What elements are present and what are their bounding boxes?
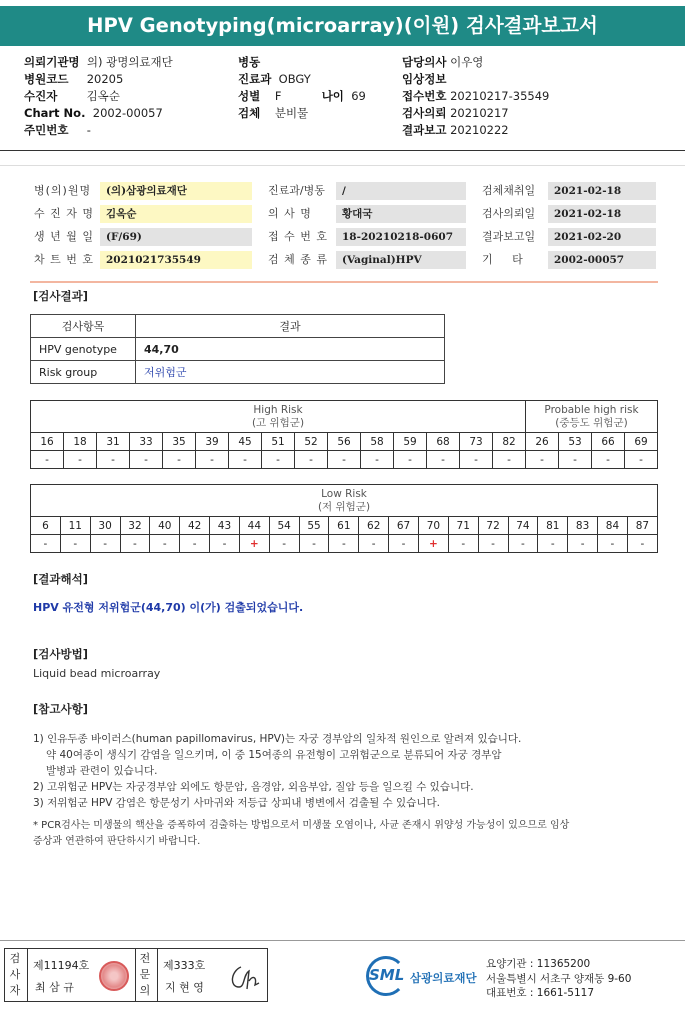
high-risk-result-13: - [460,451,493,469]
high-risk-type-9: 56 [328,433,361,451]
patient-label: 수진자 [24,89,58,103]
high-risk-subtitle: (고 위험군) [251,416,305,429]
rrn-value: - [86,123,91,137]
low-risk-group-header [31,485,658,517]
report-value: 20210222 [450,123,509,137]
high-risk-result-0: - [31,451,64,469]
result-row2-label: Risk group [31,361,136,384]
low-risk-result-4: - [150,535,180,553]
reference-line-2: 2) 고위험군 HPV는 자궁경부암 외에도 항문암, 음경암, 외음부암, 질암 등을 일으킬 수 있습니다. [33,781,474,793]
high-risk-type-2: 31 [97,433,130,451]
patient-value: 김옥순 [86,89,120,103]
high-risk-group-header [31,401,526,433]
info-value-r3: 2021-02-20 [548,228,656,246]
header-middle [238,54,398,122]
low-risk-type-13: 70 [418,517,448,535]
high-risk-table [30,400,658,469]
info-label-2: 수 진 자 명 [34,207,94,220]
high-risk-result-17: - [592,451,625,469]
high-risk-result-12: - [427,451,460,469]
low-risk-result-15: - [478,535,508,553]
specimen-value: 분비물 [274,106,309,120]
low-risk-result-2: - [90,535,120,553]
low-risk-type-9: 55 [299,517,329,535]
high-risk-type-10: 58 [361,433,394,451]
info-value-3: (F/69) [100,228,252,246]
specialist-name: 지 현 영 [165,981,204,994]
reference-line-1: 1) 인유두종 바이러스(human papillomavirus, HPV)는 자궁 경부암의 일차적 원인으로 알려져 있습니다. [33,733,522,745]
high-risk-type-0: 16 [31,433,64,451]
sml-logo-text: SML [369,966,405,984]
info-value-m1: / [336,182,466,200]
low-risk-result-16: - [508,535,538,553]
sex-label: 성별 [238,89,261,103]
high-risk-title: High Risk [253,403,303,416]
low-risk-result-5: - [180,535,210,553]
dept-label: 진료과 [238,72,272,86]
low-risk-result-12: - [389,535,419,553]
low-risk-type-10: 61 [329,517,359,535]
pcr-note [33,818,673,850]
high-risk-type-7: 51 [262,433,295,451]
info-value-1: (의)삼광의료재단 [100,182,252,200]
report-title: HPV Genotyping(microarray)(이원) 검사결과보고서 [0,6,685,46]
interpretation-section-title: [결과해석] [33,572,88,586]
info-value-r2: 2021-02-18 [548,205,656,223]
result-row1-label: HPV genotype [31,338,136,361]
low-risk-subtitle: (저 위험군) [317,500,371,513]
high-risk-type-4: 35 [163,433,196,451]
low-risk-result-0: - [31,535,61,553]
high-risk-type-18: 69 [625,433,658,451]
info-label-m2: 의 사 명 [268,207,312,220]
orange-divider [30,281,658,283]
result-section-title: [검사결과] [33,289,88,303]
high-risk-result-9: - [328,451,361,469]
org-phone: 대표번호 : 1661-5117 [486,987,595,999]
info-value-r1: 2021-02-18 [548,182,656,200]
clinical-label: 임상정보 [402,72,447,86]
low-risk-type-1: 11 [60,517,90,535]
high-risk-type-13: 73 [460,433,493,451]
info-label-r1: 검체채취일 [482,184,536,197]
info-value-4: 2021021735549 [100,251,252,269]
low-risk-type-17: 81 [538,517,568,535]
reference-notes [33,731,673,811]
high-risk-result-7: - [262,451,295,469]
high-risk-result-6: - [229,451,262,469]
high-risk-type-5: 39 [196,433,229,451]
specialist-license: 제333호 [163,959,206,972]
low-risk-type-18: 83 [568,517,598,535]
ward-label: 병동 [238,55,261,69]
high-risk-type-6: 45 [229,433,262,451]
chart-label: Chart No. [24,106,86,120]
info-label-r2: 검사의뢰일 [482,207,536,220]
institution-label: 의뢰기관명 [24,55,80,69]
accession-value: 20210217-35549 [450,89,550,103]
reference-line-1c: 발병과 관련이 있습니다. [46,765,158,777]
reference-section-title: [참고사항] [33,702,88,716]
result-row2-value: 저위험군 [136,361,445,384]
high-risk-result-16: - [559,451,592,469]
doctor-label: 담당의사 [402,55,447,69]
info-value-2: 김옥순 [100,205,252,223]
low-risk-result-6: - [210,535,240,553]
high-risk-type-12: 68 [427,433,460,451]
high-risk-type-1: 18 [64,433,97,451]
code-value: 20205 [86,72,124,86]
high-risk-type-16: 53 [559,433,592,451]
high-risk-result-14: - [493,451,526,469]
high-risk-result-5: - [196,451,229,469]
high-risk-type-15: 26 [526,433,559,451]
reference-line-1b: 약 40여종이 생식기 감염을 일으키며, 이 중 15여종의 유전형이 고위험군으로 분류되어 자궁 경부암 [46,749,502,761]
high-risk-type-11: 59 [394,433,427,451]
low-risk-result-8: - [269,535,299,553]
low-risk-type-19: 84 [598,517,628,535]
tester-name: 최 삼 규 [35,981,74,994]
sml-logo-icon [366,956,406,996]
low-risk-type-12: 67 [389,517,419,535]
info-label-m1: 진료과/병동 [268,184,325,197]
low-risk-type-4: 40 [150,517,180,535]
sml-logo-name: 삼광의료재단 [410,971,477,985]
info-label-1: 병(의)원명 [34,184,92,197]
specialist-vertical-label: 전문의 [139,952,151,997]
low-risk-type-11: 62 [359,517,389,535]
info-value-m2: 황대국 [336,205,466,223]
low-risk-table [30,484,658,553]
header-divider-2 [0,165,685,166]
org-code: 요양기관 : 11365200 [486,958,591,970]
low-risk-type-14: 71 [448,517,478,535]
low-risk-result-1: - [60,535,90,553]
age-value: 69 [351,89,366,103]
info-label-r3: 결과보고일 [482,230,536,243]
low-risk-title: Low Risk [321,487,367,500]
report-label: 결과보고 [402,123,447,137]
info-label-m4: 검 체 종 류 [268,253,328,266]
doctor-value: 이우영 [450,55,484,69]
probable-subtitle: (중등도 위험군) [555,416,628,429]
low-risk-result-14: - [448,535,478,553]
result-col-item: 검사항목 [31,315,136,338]
probable-high-risk-header [526,401,658,433]
signature-icon [227,961,263,993]
low-risk-type-7: 44 [239,517,269,535]
low-risk-result-20: - [627,535,657,553]
low-risk-type-2: 30 [90,517,120,535]
result-table [30,314,445,384]
low-risk-result-10: - [329,535,359,553]
request-value: 20210217 [450,106,509,120]
high-risk-result-18: - [625,451,658,469]
low-risk-type-0: 6 [31,517,61,535]
high-risk-result-15: - [526,451,559,469]
high-risk-result-10: - [361,451,394,469]
sex-value: F [274,89,282,103]
low-risk-type-8: 54 [269,517,299,535]
low-risk-type-6: 43 [210,517,240,535]
org-info [486,957,631,1001]
footer-divider [0,940,685,941]
header-right [402,54,672,139]
header-divider [0,150,685,151]
low-risk-type-5: 42 [180,517,210,535]
low-risk-result-7: + [239,535,269,553]
institution-value: 의) 광명의료재단 [86,55,173,69]
info-label-m3: 접 수 번 호 [268,230,328,243]
low-risk-type-20: 87 [627,517,657,535]
sig-divider-3 [157,949,158,1001]
low-risk-result-13: + [418,535,448,553]
pcr-note-line-2: 증상과 연관하여 판단하시기 바랍니다. [33,836,201,847]
signature-box [4,948,268,1002]
result-col-result: 결과 [136,315,445,338]
high-risk-result-2: - [97,451,130,469]
sig-divider-1 [27,949,28,1001]
info-value-m4: (Vaginal)HPV [336,251,466,269]
low-risk-result-11: - [359,535,389,553]
reference-line-3: 3) 저위험군 HPV 감염은 항문성기 사마귀와 저등급 상피내 병변에서 검출될 수 있습니다. [33,797,440,809]
high-risk-type-14: 82 [493,433,526,451]
probable-title: Probable high risk [544,403,639,416]
age-label: 나이 [321,89,344,103]
specimen-label: 검체 [238,106,261,120]
low-risk-type-16: 74 [508,517,538,535]
high-risk-result-3: - [130,451,163,469]
method-section-title: [검사방법] [33,647,88,661]
header-left [24,54,234,139]
dept-value: OBGY [278,72,311,86]
chart-value: 2002-00057 [92,106,163,120]
info-label-r4: 기 타 [482,253,531,266]
info-label-4: 차 트 번 호 [34,253,94,266]
tester-vertical-label: 검사자 [9,952,21,997]
high-risk-result-1: - [64,451,97,469]
accession-label: 접수번호 [402,89,447,103]
high-risk-result-4: - [163,451,196,469]
high-risk-type-17: 66 [592,433,625,451]
low-risk-result-18: - [568,535,598,553]
method-text: Liquid bead microarray [33,667,161,680]
info-value-m3: 18-20210218-0607 [336,228,466,246]
info-label-3: 생 년 월 일 [34,230,94,243]
result-row1-value: 44,70 [136,338,445,361]
low-risk-result-17: - [538,535,568,553]
request-label: 검사의뢰 [402,106,447,120]
rrn-label: 주민번호 [24,123,69,137]
code-label: 병원코드 [24,72,69,86]
low-risk-result-3: - [120,535,150,553]
info-value-r4: 2002-00057 [548,251,656,269]
pcr-note-line-1: * PCR검사는 미생물의 핵산을 증폭하여 검출하는 방법으로서 미생물 오염이나, 사균 존재시 위양성 가능성이 있으므로 임상 [33,820,570,831]
high-risk-result-11: - [394,451,427,469]
low-risk-result-9: - [299,535,329,553]
org-address: 서울특별시 서초구 양재동 9-60 [486,972,632,985]
low-risk-type-3: 32 [120,517,150,535]
tester-license: 제11194호 [33,959,90,972]
interpretation-text: HPV 유전형 저위험군(44,70) 이(가) 검출되었습니다. [33,601,304,614]
seal-stamp-icon [99,961,129,991]
low-risk-type-15: 72 [478,517,508,535]
high-risk-type-8: 52 [295,433,328,451]
high-risk-type-3: 33 [130,433,163,451]
low-risk-result-19: - [598,535,628,553]
high-risk-result-8: - [295,451,328,469]
sig-divider-2 [135,949,136,1001]
